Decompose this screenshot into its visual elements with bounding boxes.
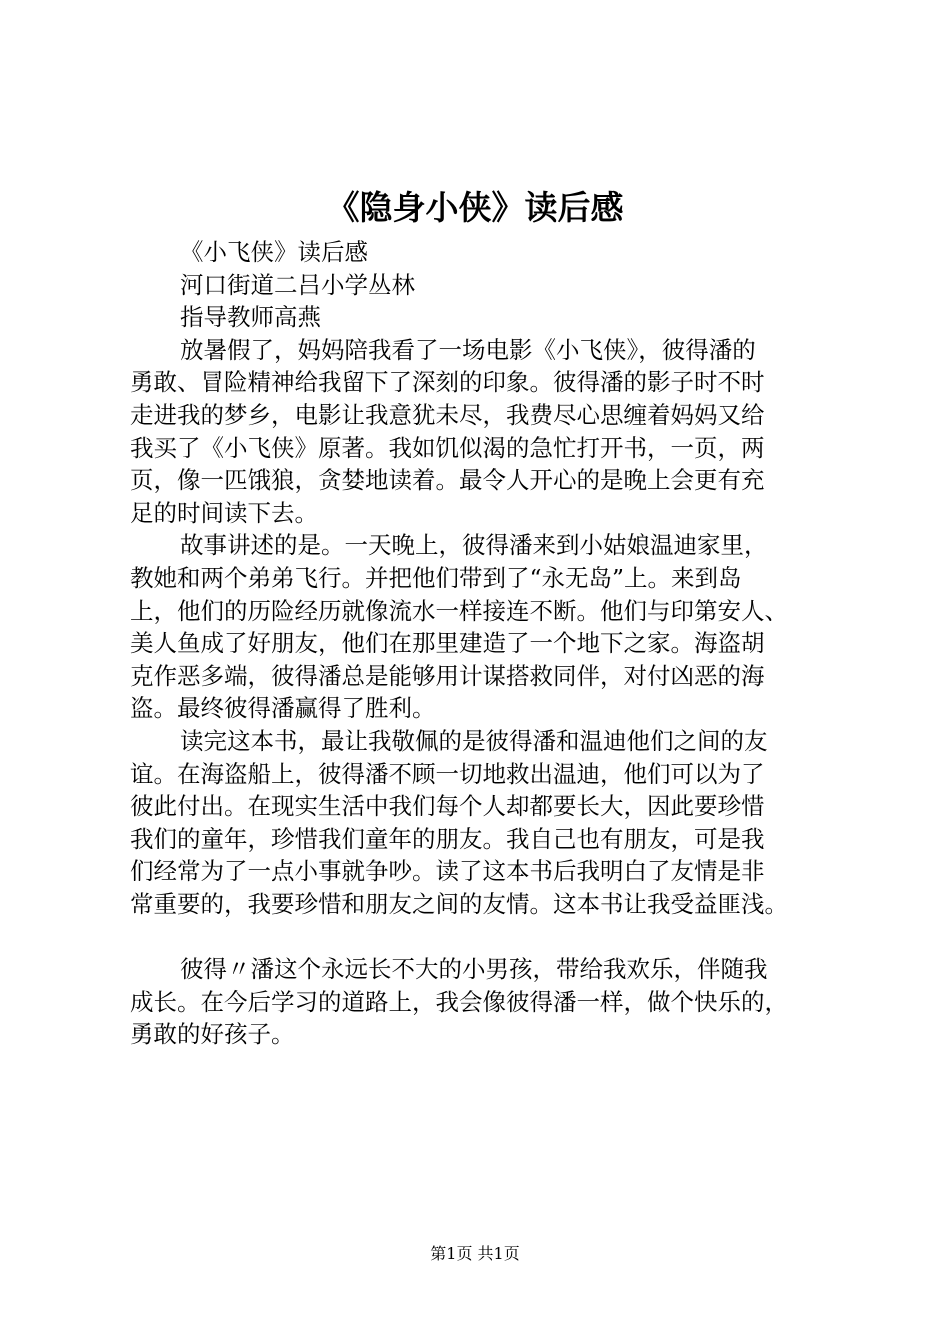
paragraph-4-line: 勇敢的好孩子。 xyxy=(130,1020,295,1049)
paragraph-1-line: 我买了《小飞侠》原著。我如饥似渴的急忙打开书，一页，两 xyxy=(130,433,765,462)
paragraph-gap xyxy=(130,920,842,953)
paragraph-1-line: 页，像一匹饿狼，贪婪地读着。最令人开心的是晚上会更有充 xyxy=(130,466,765,495)
paragraph-3-line: 们经常为了一点小事就争吵。读了这本书后我明白了友情是非 xyxy=(130,857,765,886)
paragraph-2-line: 美人鱼成了好朋友，他们在那里建造了一个地下之家。海盗胡 xyxy=(130,629,765,658)
page-footer: 第1页 共1页 xyxy=(430,1244,520,1263)
subtitle-line: 《小飞侠》读后感 xyxy=(180,238,368,266)
paragraph-4-line: 彼得〃潘这个永远长不大的小男孩，带给我欢乐，伴随我 xyxy=(180,955,768,984)
paragraph-2-line: 教她和两个弟弟飞行。并把他们带到了“永无岛”上。来到岛 xyxy=(130,563,742,592)
author-line: 河口街道二吕小学丛林 xyxy=(180,270,415,299)
paragraph-2-line: 上，他们的历险经历就像流水一样接连不断。他们与印第安人、 xyxy=(130,596,788,625)
paragraph-1-line: 勇敢、冒险精神给我留下了深刻的印象。彼得潘的影子时不时 xyxy=(130,368,765,397)
paragraph-2-line: 盗。最终彼得潘赢得了胜利。 xyxy=(130,694,436,723)
paragraph-3-line: 常重要的，我要珍惜和朋友之间的友情。这本书让我受益匪浅。 xyxy=(130,889,788,918)
document-title: 《隐身小侠》读后感 xyxy=(326,188,624,227)
paragraph-2-line: 克作恶多端，彼得潘总是能够用计谋搭救同伴，对付凶恶的海 xyxy=(130,661,765,690)
paragraph-1-line: 走进我的梦乡，电影让我意犹未尽，我费尽心思缠着妈妈又给 xyxy=(130,400,765,429)
paragraph-3-line: 读完这本书，最让我敬佩的是彼得潘和温迪他们之间的友 xyxy=(180,726,768,755)
paragraph-1-line: 放暑假了，妈妈陪我看了一场电影《小飞侠》，彼得潘的 xyxy=(180,335,756,364)
paragraph-3-line: 彼此付出。在现实生活中我们每个人却都要长大，因此要珍惜 xyxy=(130,792,765,821)
teacher-line: 指导教师高燕 xyxy=(180,303,321,332)
document-body xyxy=(130,236,842,1051)
paragraph-4-line: 成长。在今后学习的道路上，我会像彼得潘一样，做个快乐的， xyxy=(130,987,788,1016)
paragraph-3-line: 我们的童年，珍惜我们童年的朋友。我自己也有朋友，可是我 xyxy=(130,824,765,853)
paragraph-1-line: 足的时间读下去。 xyxy=(130,498,318,527)
paragraph-2-line: 故事讲述的是。一天晚上，彼得潘来到小姑娘温迪家里， xyxy=(180,531,768,560)
paragraph-3-line: 谊。在海盗船上，彼得潘不顾一切地救出温迪，他们可以为了 xyxy=(130,759,765,788)
